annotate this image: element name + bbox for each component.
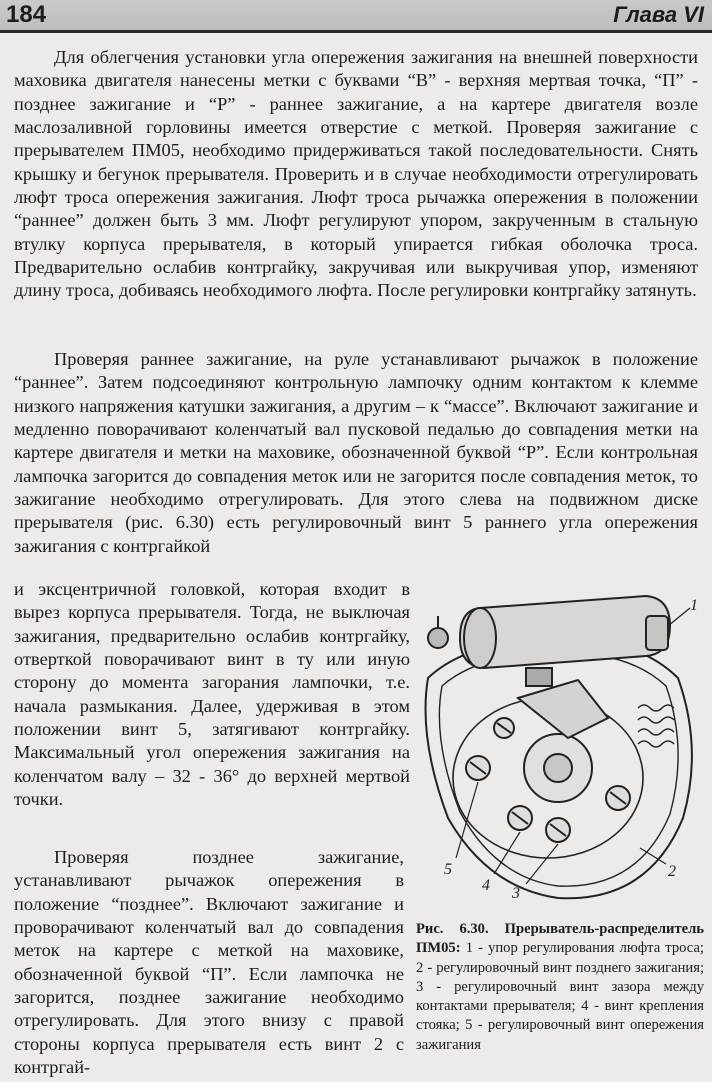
paragraph-2-continued: и эксцентричной головкой, которая входит в вырез корпуса прерывателя. Тогда, не выключая зажигания, предварительно ослабив контргайку, отверткой поворачивают винт в ту или иную сторону до момента загорания лампочки, т.е. начала размыкания. Далее, удерживая в этом положении винт 5, затягивают контргайку. Максимальный угол опережения зажигания на коленчатом валу – 32 - 36° до верхней мертвой точки. xyxy=(14,579,410,810)
terminal-nut xyxy=(428,628,448,648)
chapter-title: Глава VI xyxy=(613,2,704,27)
contact-arm xyxy=(518,680,608,738)
page-header xyxy=(0,0,712,33)
paragraph-1: Для облегчения установки угла опережения зажигания на внешней поверхности маховика двигателя нанесены метки с буквами “В” - верхняя мертвая точка, “П” - позднее зажигание и “Р” - раннее зажигание, а на картере двигателя возле маслозаливной горловины имеется отверстие с меткой. Проверяя зажигание с прерывателем ПМ05, необходимо придерживаться такой последовательности. Снять крышку и бегунок прерывателя. Проверить и в случае необходимости отрегулировать люфт троса опережения зажигания. Люфт троса рычажка опережения в положении “раннее” должен быть 3 мм. Люфт регулируют упором, закрученным в стальную втулку корпуса прерывателя, в который упирается гибкая оболочка троса. Предварительно ослабив контргайку, закручивая или выкручивая упор, изменяют длину троса, добиваясь необходимого люфта. После регулировки контргайку затянуть. xyxy=(14,47,698,301)
page-number: 184 xyxy=(6,1,47,28)
caption-text: 1 - упор регулирования люфта троса; 2 - регулировочный винт позднего зажигания; 3 - регулировочный винт зазора между контактами прерывателя; 4 - винт крепления стояка; 5 - регулировочный винт опережения зажигания xyxy=(416,940,704,1053)
cable-stop xyxy=(646,616,668,650)
figure-caption xyxy=(416,920,704,1055)
figure-label-1: 1 xyxy=(690,597,698,614)
capacitor-end xyxy=(464,608,496,668)
figure-label-5: 5 xyxy=(444,861,452,878)
spring xyxy=(638,705,674,747)
cam-hub xyxy=(544,754,572,782)
figure-label-4: 4 xyxy=(482,877,490,894)
figure-label-2: 2 xyxy=(668,863,676,880)
leader-1 xyxy=(668,608,690,626)
paragraph-3: Проверяя позднее зажигание, устанавливают рычажок опережения в положение “позднее”. Включают зажигание и проворачивают коленчатый вал до совпадения меток на картере с меткой на маховике, обозначенной буквой “П”. Если лампочка не загорится, позднее зажигание необходимо отрегулировать. Для этого внизу с правой стороны корпуса прерывателя есть винт 2 с контргай- xyxy=(14,847,404,1078)
caption-title: Рис. 6.30. Прерыватель-распределитель ПМ05: xyxy=(416,921,704,957)
contact-block xyxy=(526,668,552,686)
figure-label-3: 3 xyxy=(512,885,520,902)
figure-distributor-illustration xyxy=(408,568,708,918)
distributor-drawing xyxy=(408,568,708,918)
paragraph-2: Проверяя раннее зажигание, на руле устанавливают рычажок в положение “раннее”. Затем подсоединяют контрольную лампочку одним контактом к клемме низкого напряжения катушки зажигания, а другим – к “массе”. Включают зажигание и медленно поворачивают коленчатый вал пусковой педалью до совпадения метки на картере двигателя и метки на маховике, обозначенной буквой “Р”. Если контрольная лампочка загорится до совпадения меток или не загорится после совпадения меток, то зажигание необходимо отрегулировать. Для этого слева на подвижном диске прерывателя (рис. 6.30) есть регулировочный винт 5 раннего угла опережения зажигания с контргайкой xyxy=(14,349,698,556)
leader-3 xyxy=(526,844,558,884)
